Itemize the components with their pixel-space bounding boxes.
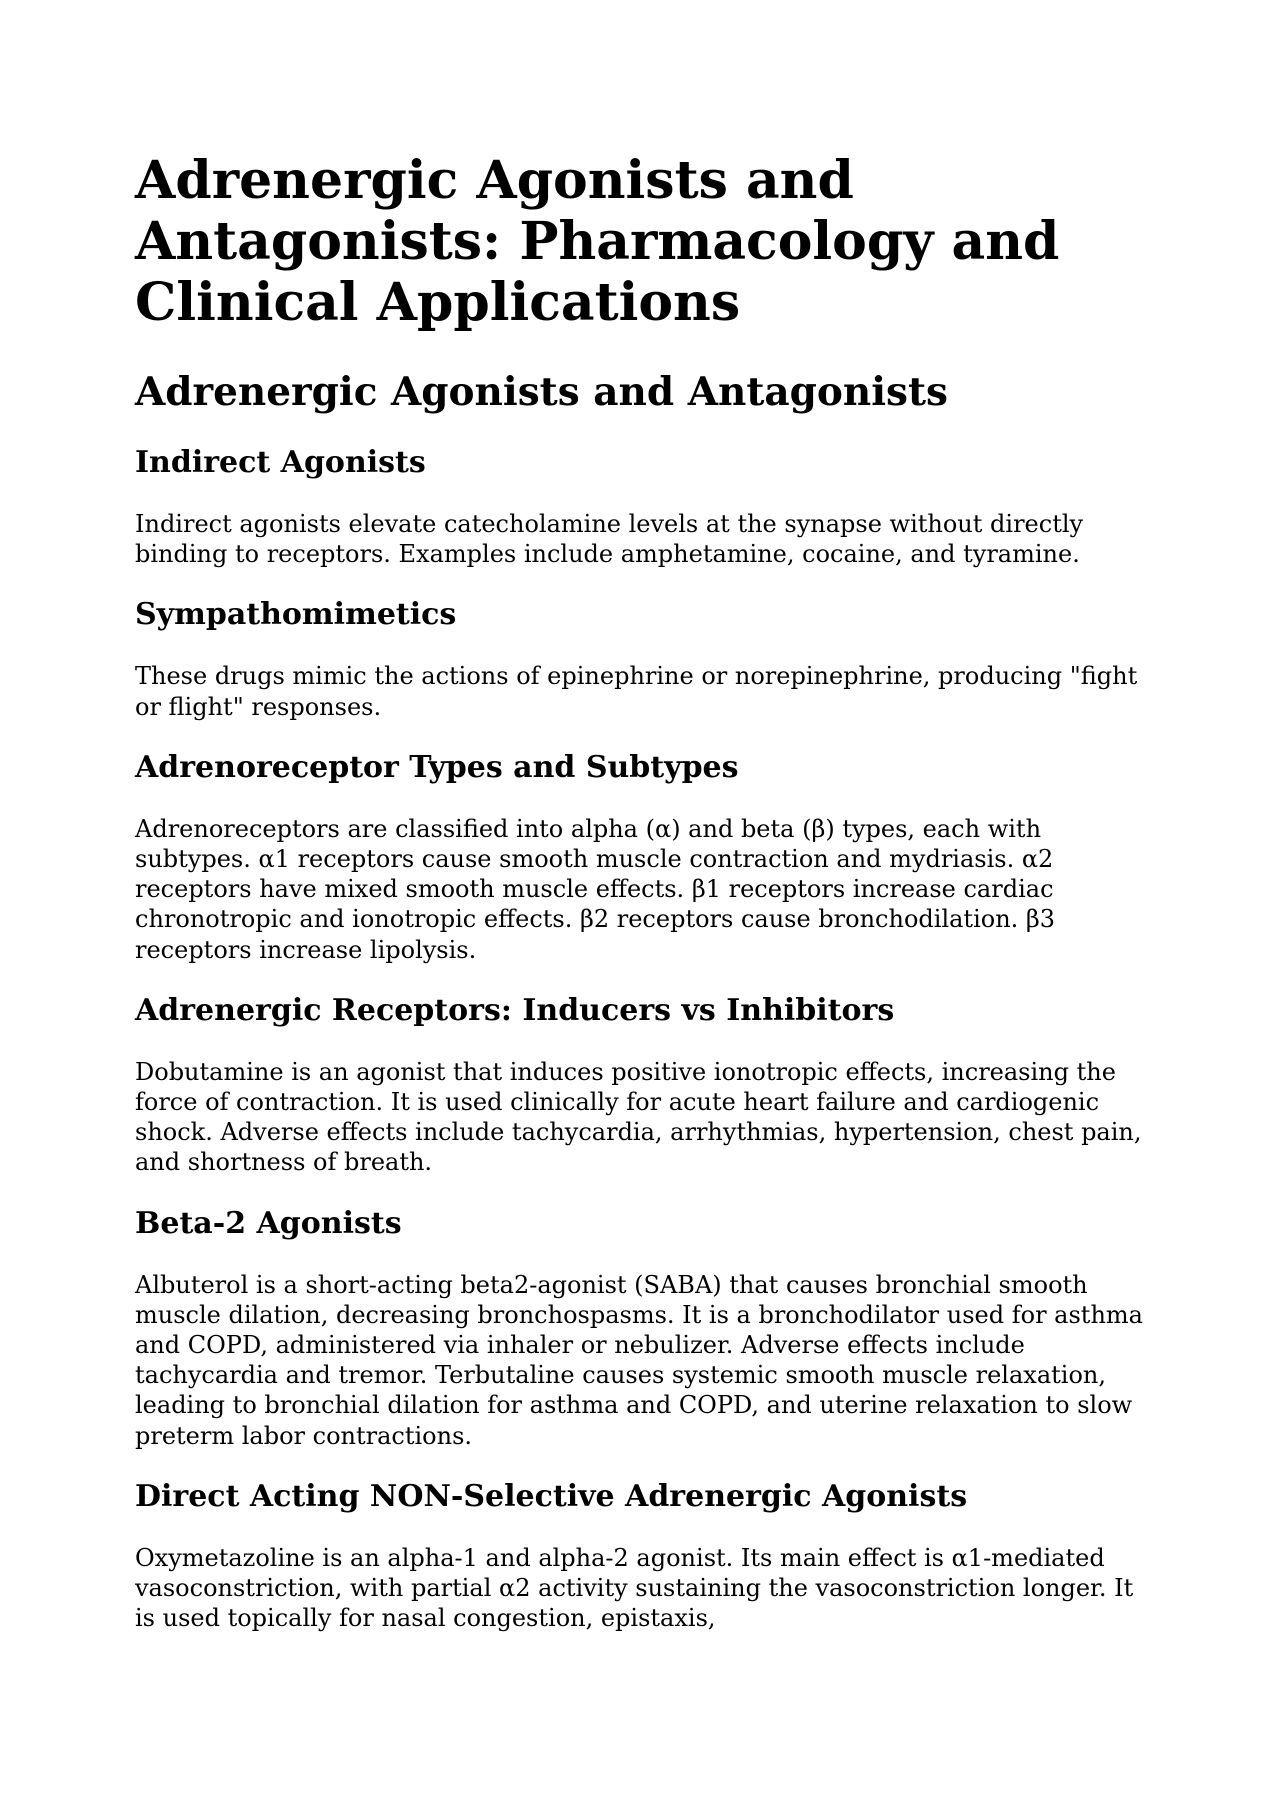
subsection-beta-2-agonists <box>135 1206 1145 1451</box>
subsection-heading: Adrenergic Receptors: Inducers vs Inhibitors <box>135 992 895 1028</box>
subsection-adrenoreceptor-types <box>135 750 1145 965</box>
document-title: Adrenergic Agonists and Antagonists: Pharmacology and Clinical Applications <box>135 150 1060 333</box>
subsection-body: Oxymetazoline is an alpha-1 and alpha-2 agonist. Its main effect is α1-mediated vasoconstriction, with partial α2 activity sustaining the vasoconstriction longer. It is used topically for nasal congestion, epistaxis, <box>135 1543 1134 1633</box>
subsection-body: Albuterol is a short-acting beta2-agonist (SABA) that causes bronchial smooth muscle dilation, decreasing bronchospasms. It is a bronchodilator used for asthma and COPD, administered via inhaler or nebulizer. Adverse effects include tachycardia and tremor. Terbutaline causes systemic smooth muscle relaxation, leading to bronchial dilation for asthma and COPD, and uterine relaxation to slow preterm labor contractions. <box>135 1270 1143 1450</box>
subsection-body: These drugs mimic the actions of epinephrine or norepinephrine, producing "fight or flight" responses. <box>135 662 1138 721</box>
subsection-heading: Indirect Agonists <box>135 445 426 480</box>
subsection-body: Dobutamine is an agonist that induces positive ionotropic effects, increasing the force of contraction. It is used clinically for acute heart failure and cardiogenic shock. Adverse effects include tachycardia, arrhythmias, hypertension, chest pain, and shortness of breath. <box>135 1057 1142 1177</box>
subsection-heading: Sympathomimetics <box>135 597 457 633</box>
subsection-body: Indirect agonists elevate catecholamine levels at the synapse without directly binding to receptors. Examples include amphetamine, cocaine, and tyramine. <box>135 510 1084 569</box>
document-page <box>135 150 1145 1661</box>
subsection-heading: Adrenoreceptor Types and Subtypes <box>135 749 739 785</box>
subsection-inducers-vs-inhibitors <box>135 993 1145 1178</box>
subsection-body: Adrenoreceptors are classified into alpha (α) and beta (β) types, each with subtypes. α1 receptors cause smooth muscle contraction and mydriasis. α2 receptors have mixed smooth muscle effects. β1 receptors increase cardiac chronotropic and ionotropic effects. β2 receptors cause bronchodilation. β3 receptors increase lipolysis. <box>135 814 1056 964</box>
section-heading: Adrenergic Agonists and Antagonists <box>135 369 948 415</box>
subsection-heading: Beta-2 Agonists <box>135 1205 402 1241</box>
subsection-direct-non-selective <box>135 1479 1145 1634</box>
subsection-heading: Direct Acting NON-Selective Adrenergic Agonists <box>135 1478 968 1514</box>
subsection-indirect-agonists <box>135 445 1145 569</box>
subsection-sympathomimetics <box>135 597 1145 721</box>
